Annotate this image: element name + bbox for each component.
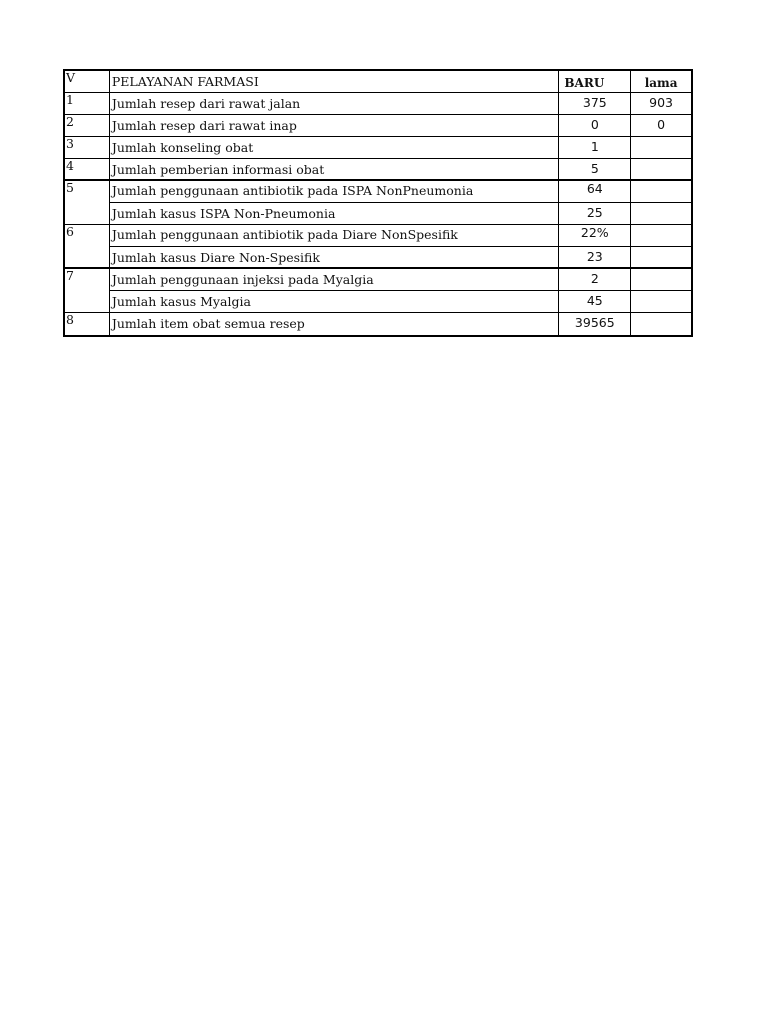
row-description: Jumlah resep dari rawat inap <box>110 115 560 136</box>
row-number <box>65 203 110 224</box>
row-value-lama: 903 <box>649 95 674 110</box>
row-number: 8 <box>65 313 110 335</box>
table-row <box>65 203 691 225</box>
row-number <box>65 291 110 312</box>
row-value-baru: 64 <box>559 181 631 203</box>
column-header-baru: BARU <box>559 71 631 92</box>
section-number: V <box>65 71 110 92</box>
row-value-lama <box>631 203 691 224</box>
row-value-baru: 22% <box>559 225 631 247</box>
table-header-row <box>65 71 691 93</box>
column-header-lama: lama <box>644 76 678 90</box>
table-row <box>65 159 691 181</box>
row-value-baru: 5 <box>559 159 631 179</box>
row-value-lama <box>631 269 691 291</box>
row-value-baru: 1 <box>559 137 631 158</box>
table-row <box>65 313 691 335</box>
row-value-lama <box>631 225 691 247</box>
row-value-lama <box>631 313 691 335</box>
table-row <box>65 269 691 291</box>
row-description: Jumlah kasus Diare Non-Spesifik <box>110 247 560 267</box>
row-description: Jumlah kasus ISPA Non-Pneumonia <box>110 203 560 224</box>
row-value-lama: 0 <box>657 117 666 132</box>
row-value-lama <box>631 247 691 267</box>
table-row <box>65 247 691 269</box>
pharmacy-service-table <box>63 69 693 337</box>
row-description: Jumlah konseling obat <box>110 137 560 158</box>
row-number <box>65 247 110 267</box>
row-value-lama <box>631 159 691 179</box>
row-description: Jumlah penggunaan antibiotik pada Diare NonSpesifik <box>110 225 560 247</box>
row-number: 1 <box>65 93 110 114</box>
row-value-baru: 375 <box>559 93 631 114</box>
row-description: Jumlah item obat semua resep <box>110 313 560 335</box>
row-description: Jumlah penggunaan injeksi pada Myalgia <box>110 269 560 291</box>
row-description: Jumlah pemberian informasi obat <box>110 159 560 179</box>
table-row <box>65 181 691 203</box>
row-value-baru: 23 <box>559 247 631 267</box>
row-value-baru: 25 <box>559 203 631 224</box>
row-value-lama <box>631 291 691 312</box>
table-row <box>65 115 691 137</box>
table-row <box>65 93 691 115</box>
section-title: PELAYANAN FARMASI <box>110 71 560 92</box>
table-row <box>65 291 691 313</box>
row-value-baru: 0 <box>559 115 631 136</box>
row-number: 7 <box>65 269 110 291</box>
row-number: 5 <box>65 181 110 203</box>
row-value-lama <box>631 181 691 203</box>
row-description: Jumlah kasus Myalgia <box>110 291 560 312</box>
table-row <box>65 225 691 247</box>
row-number: 6 <box>65 225 110 247</box>
row-value-baru: 2 <box>559 269 631 291</box>
row-description: Jumlah resep dari rawat jalan <box>110 93 560 114</box>
row-number: 3 <box>65 137 110 158</box>
row-value-baru: 39565 <box>559 313 631 335</box>
table-row <box>65 137 691 159</box>
row-number: 2 <box>65 115 110 136</box>
row-value-lama <box>631 137 691 158</box>
row-value-baru: 45 <box>559 291 631 312</box>
row-number: 4 <box>65 159 110 179</box>
row-description: Jumlah penggunaan antibiotik pada ISPA NonPneumonia <box>110 181 560 203</box>
